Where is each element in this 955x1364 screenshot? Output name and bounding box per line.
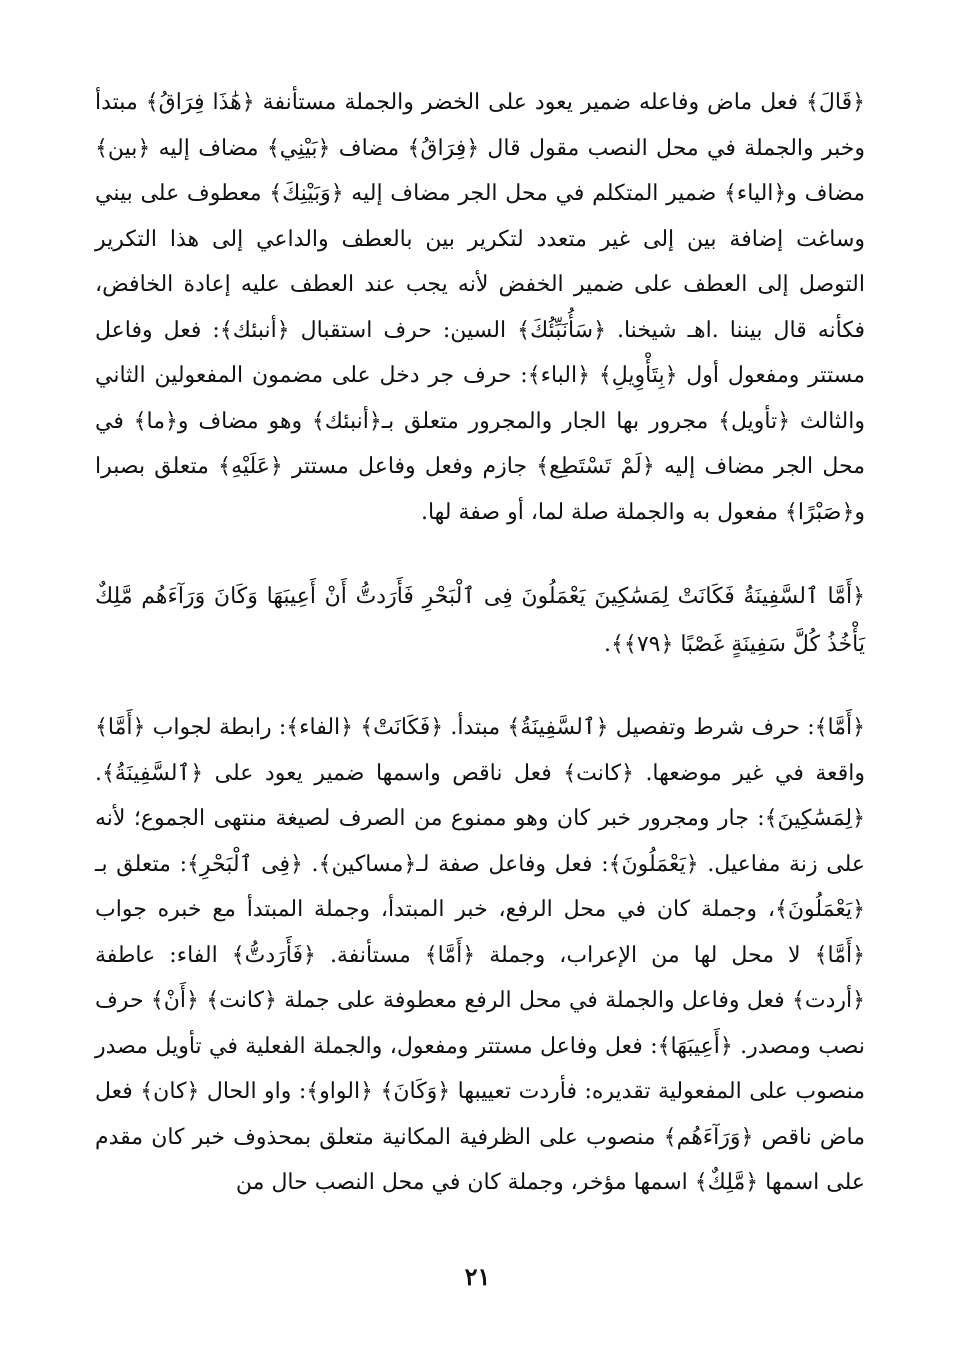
page-number: ٢١ — [464, 1262, 491, 1291]
quran-verse: ﴿أَمَّا ٱلسَّفِينَةُ فَكَانَتْ لِمَسَٰكِينَ يَعْمَلُونَ فِى ٱلْبَحْرِ فَأَرَدتُّ أَنْ أَعِيبَهَا وَكَانَ وَرَآءَهُم مَّلِكٌ يَأْخُذُ كُلَّ سَفِينَةٍ غَصْبًا ﴿٧٩﴾﴾. — [95, 584, 865, 657]
page-body — [95, 80, 865, 1206]
paragraph-grammar-analysis-1: ﴿قَالَ﴾ فعل ماض وفاعله ضمير يعود على الخضر والجملة مستأنفة ﴿هَٰذَا فِرَاقُ﴾ مبتدأ وخبر والجملة في محل النصب مقول قال ﴿فِرَاقُ﴾ مضاف ﴿بَيْنِي﴾ مضاف إليه ﴿بين﴾ مضاف و﴿الياء﴾ ضمير المتكلم في محل الجر مضاف إليه ﴿وَبَيْنِكَ﴾ معطوف على بيني وساغت إضافة بين إلى غير متعدد لتكرير بين بالعطف والداعي إلى هذا التكرير التوصل إلى العطف على ضمير الخفض لأنه يجب عند العطف عليه إعادة الخافض، فكأنه قال بيننا .اهـ شيخنا. ﴿سَأُنَبِّئُكَ﴾ السين: حرف استقبال ﴿أنبئك﴾: فعل وفاعل مستتر ومفعول أول ﴿بِتَأْوِيلِ﴾ ﴿الباء﴾: حرف جر دخل على مضمون المفعولين الثاني والثالث ﴿تأويل﴾ مجرور بها الجار والمجرور متعلق بـ﴿أنبئك﴾ وهو مضاف و﴿ما﴾ في محل الجر مضاف إليه ﴿لَمْ تَسْتَطِع﴾ جازم وفعل وفاعل مستتر ﴿عَلَيْهِ﴾ متعلق بصبرا و﴿صَبْرًا﴾ مفعول به والجملة صلة لما، أو صفة لها. — [95, 90, 865, 525]
paragraph-grammar-analysis-2: ﴿أَمَّا﴾: حرف شرط وتفصيل ﴿ٱلسَّفِينَةُ﴾ مبتدأ. ﴿فَكَانَتْ﴾ ﴿الفاء﴾: رابطة لجواب ﴿أَمَّا﴾ واقعة في غير موضعها. ﴿كانت﴾ فعل ناقص واسمها ضمير يعود على ﴿ٱلسَّفِينَةُ﴾. ﴿لِمَسَٰكِينَ﴾: جار ومجرور خبر كان وهو ممنوع من الصرف لصيغة منتهى الجموع؛ لأنه على زنة مفاعيل. ﴿يَعْمَلُونَ﴾: فعل وفاعل صفة لـ﴿مساكين﴾. ﴿فِى ٱلْبَحْرِ﴾: متعلق بـ ﴿يَعْمَلُونَ﴾، وجملة كان في محل الرفع، خبر المبتدأ، وجملة المبتدأ مع خبره جواب ﴿أَمَّا﴾ لا محل لها من الإعراب، وجملة ﴿أَمَّا﴾ مستأنفة. ﴿فَأَرَدتُّ﴾ الفاء: عاطفة ﴿أردت﴾ فعل وفاعل والجملة في محل الرفع معطوفة على جملة ﴿كانت﴾ ﴿أَنْ﴾ حرف نصب ومصدر. ﴿أَعِيبَهَا﴾: فعل وفاعل مستتر ومفعول، والجملة الفعلية في تأويل مصدر منصوب على المفعولية تقديره: فأردت تعييبها ﴿وَكَانَ﴾ ﴿الواو﴾: واو الحال ﴿كان﴾ فعل ماض ناقص ﴿وَرَآءَهُم﴾ منصوب على الظرفية المكانية متعلق بمحذوف خبر كان مقدم على اسمها ﴿مَّلِكٌ﴾ اسمها مؤخر، وجملة كان في محل النصب حال من — [95, 715, 865, 1195]
